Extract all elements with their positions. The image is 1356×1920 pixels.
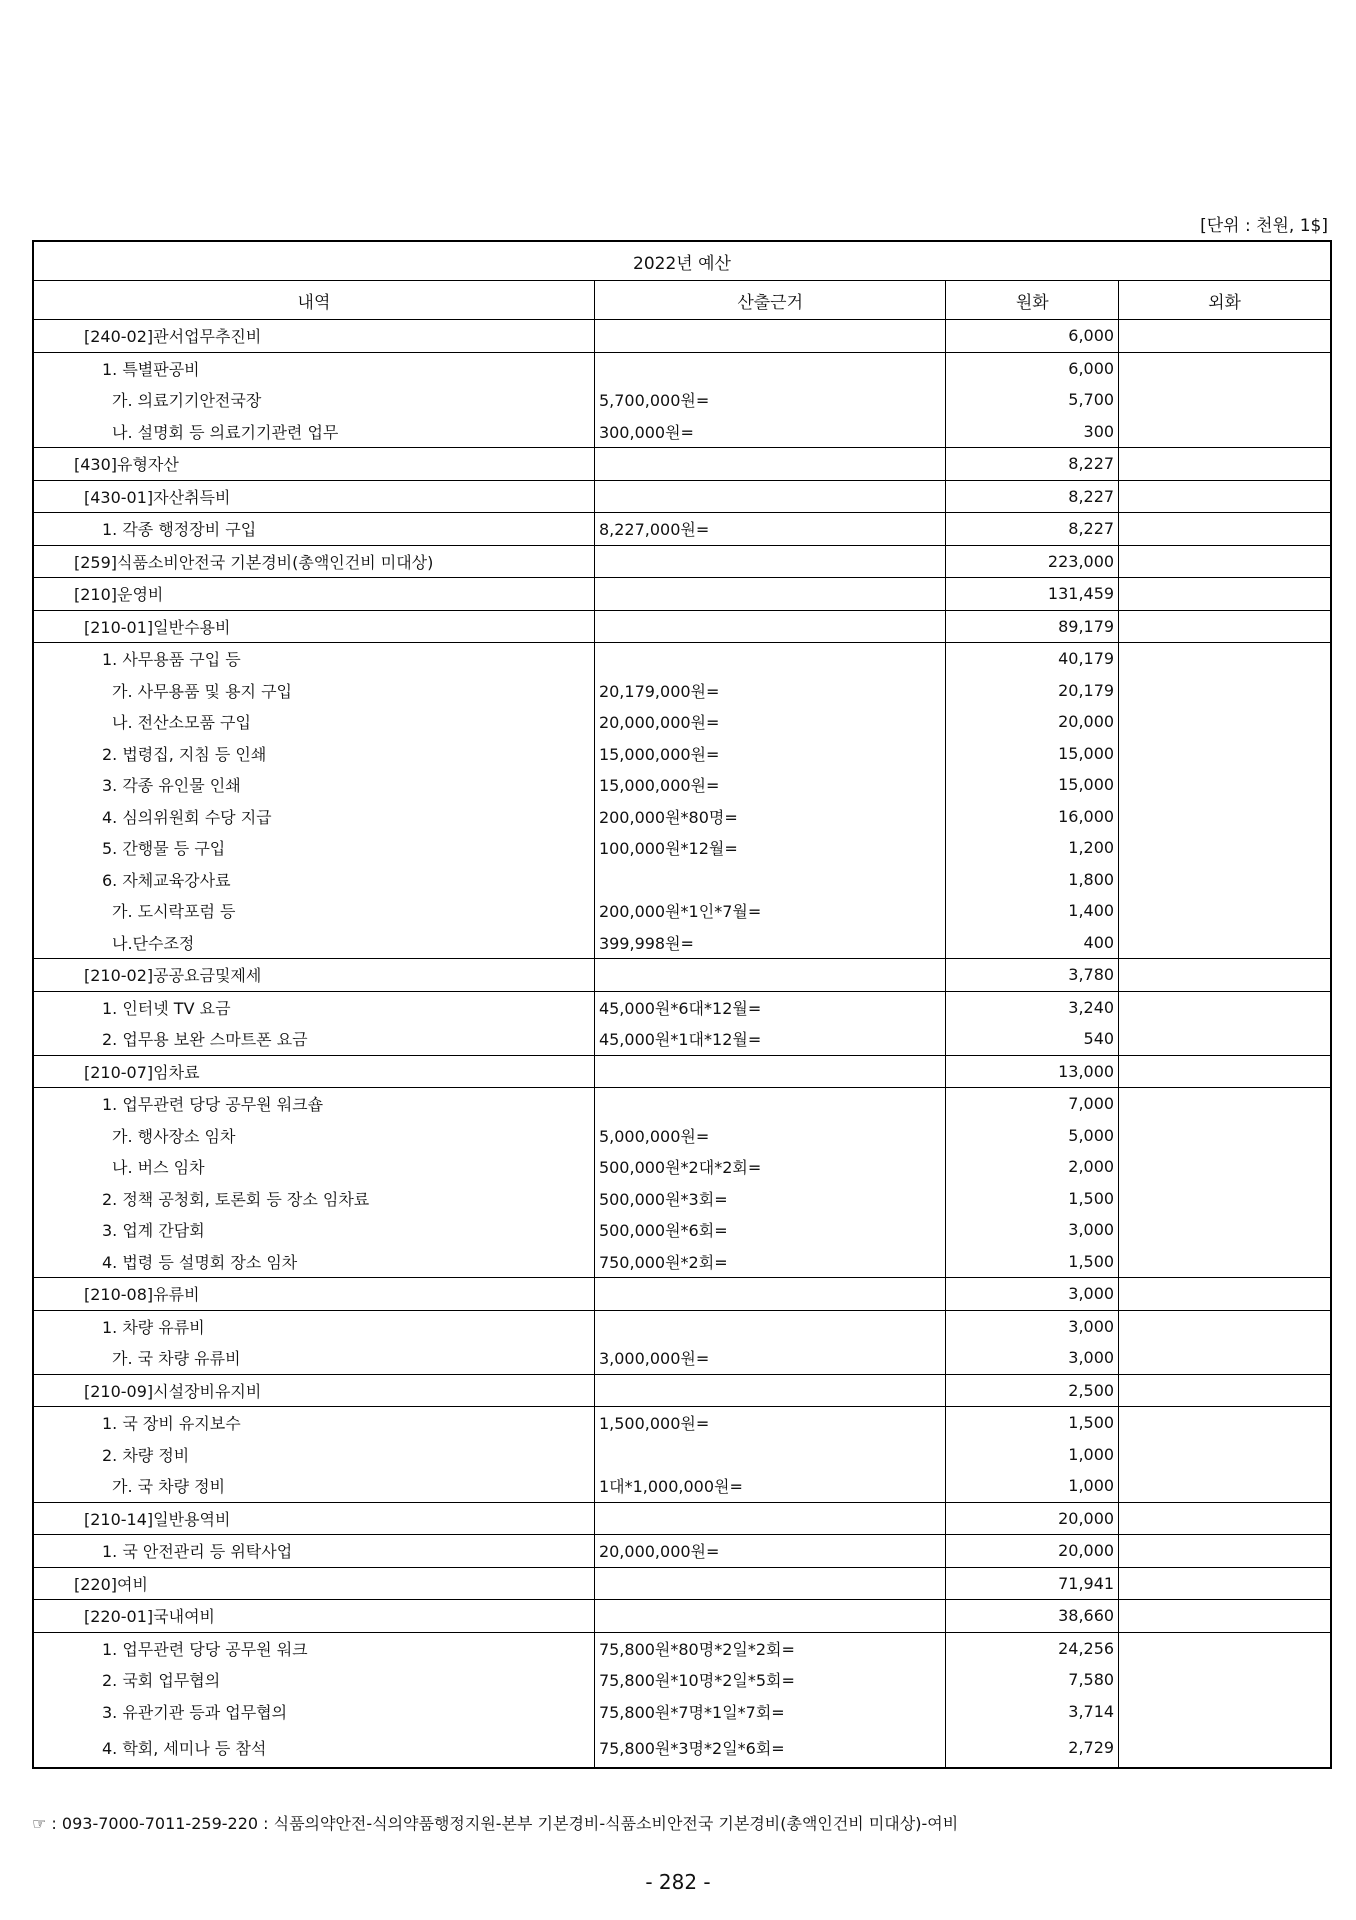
table-row (33, 1310, 1331, 1342)
table-row (33, 1632, 1331, 1664)
row-krw-amount: 15,000 (946, 769, 1119, 801)
row-basis (594, 610, 945, 643)
row-krw-amount: 540 (946, 1023, 1119, 1055)
row-basis (594, 1278, 945, 1311)
table-row (33, 1439, 1331, 1471)
row-basis: 1대*1,000,000원= (594, 1470, 945, 1502)
row-description: 2. 법령집, 지침 등 인쇄 (33, 738, 594, 770)
row-krw-amount: 89,179 (946, 610, 1119, 643)
row-basis: 300,000원= (594, 416, 945, 448)
row-foreign-amount (1119, 895, 1331, 927)
row-foreign-amount (1119, 448, 1331, 481)
row-foreign-amount (1119, 927, 1331, 959)
row-foreign-amount (1119, 578, 1331, 611)
table-row (33, 1535, 1331, 1568)
row-foreign-amount (1119, 1632, 1331, 1664)
table-row (33, 1214, 1331, 1246)
row-krw-amount: 400 (946, 927, 1119, 959)
row-description: 가. 사무용품 및 용지 구입 (33, 675, 594, 707)
row-foreign-amount (1119, 1696, 1331, 1728)
row-krw-amount: 3,000 (946, 1214, 1119, 1246)
table-row (33, 769, 1331, 801)
row-foreign-amount (1119, 320, 1331, 353)
header-description: 내역 (33, 281, 594, 320)
row-krw-amount: 16,000 (946, 801, 1119, 833)
row-foreign-amount (1119, 1246, 1331, 1278)
row-krw-amount: 8,227 (946, 480, 1119, 513)
table-row (33, 1600, 1331, 1633)
row-krw-amount: 3,000 (946, 1310, 1119, 1342)
row-foreign-amount (1119, 352, 1331, 384)
row-foreign-amount (1119, 1727, 1331, 1768)
row-basis: 45,000원*6대*12월= (594, 991, 945, 1023)
row-basis (594, 643, 945, 675)
row-description: 3. 각종 유인물 인쇄 (33, 769, 594, 801)
row-foreign-amount (1119, 513, 1331, 546)
row-basis (594, 352, 945, 384)
table-row (33, 1342, 1331, 1374)
table-row (33, 643, 1331, 675)
row-foreign-amount (1119, 1567, 1331, 1600)
row-description: 4. 심의위원회 수당 지급 (33, 801, 594, 833)
row-description: 4. 학회, 세미나 등 참석 (33, 1727, 594, 1768)
row-basis: 500,000원*6회= (594, 1214, 945, 1246)
row-krw-amount: 8,227 (946, 513, 1119, 546)
row-description: 4. 법령 등 설명회 장소 임차 (33, 1246, 594, 1278)
row-description: [430]유형자산 (33, 448, 594, 481)
row-krw-amount: 5,700 (946, 384, 1119, 416)
row-description: 가. 도시락포럼 등 (33, 895, 594, 927)
row-description: 가. 행사장소 임차 (33, 1120, 594, 1152)
row-description: [210]운영비 (33, 578, 594, 611)
row-basis (594, 1502, 945, 1535)
row-krw-amount: 1,500 (946, 1183, 1119, 1215)
budget-table (32, 240, 1332, 1769)
table-row (33, 545, 1331, 578)
table-row (33, 1278, 1331, 1311)
row-krw-amount: 13,000 (946, 1055, 1119, 1088)
table-row (33, 384, 1331, 416)
row-foreign-amount (1119, 1023, 1331, 1055)
row-basis: 20,000,000원= (594, 706, 945, 738)
row-foreign-amount (1119, 832, 1331, 864)
row-description: 가. 국 차량 정비 (33, 1470, 594, 1502)
row-description: 1. 사무용품 구입 등 (33, 643, 594, 675)
row-description: 나.단수조정 (33, 927, 594, 959)
row-krw-amount: 20,000 (946, 1535, 1119, 1568)
row-basis: 100,000원*12월= (594, 832, 945, 864)
row-krw-amount: 6,000 (946, 352, 1119, 384)
row-basis: 200,000원*1인*7월= (594, 895, 945, 927)
table-row (33, 1246, 1331, 1278)
row-foreign-amount (1119, 959, 1331, 992)
row-foreign-amount (1119, 545, 1331, 578)
row-krw-amount: 7,580 (946, 1664, 1119, 1696)
row-krw-amount: 20,000 (946, 1502, 1119, 1535)
row-krw-amount: 15,000 (946, 738, 1119, 770)
row-krw-amount: 20,000 (946, 706, 1119, 738)
row-basis (594, 578, 945, 611)
table-row (33, 864, 1331, 896)
row-basis: 15,000,000원= (594, 738, 945, 770)
row-foreign-amount (1119, 801, 1331, 833)
row-krw-amount: 5,000 (946, 1120, 1119, 1152)
row-description: [210-14]일반용역비 (33, 1502, 594, 1535)
row-description: [220-01]국내여비 (33, 1600, 594, 1633)
row-krw-amount: 40,179 (946, 643, 1119, 675)
row-foreign-amount (1119, 480, 1331, 513)
table-row (33, 738, 1331, 770)
table-row (33, 1055, 1331, 1088)
header-krw: 원화 (946, 281, 1119, 320)
row-basis: 500,000원*3회= (594, 1183, 945, 1215)
row-foreign-amount (1119, 1278, 1331, 1311)
row-basis (594, 1567, 945, 1600)
row-description: [210-02]공공요금및제세 (33, 959, 594, 992)
row-description: 1. 인터넷 TV 요금 (33, 991, 594, 1023)
row-description: 나. 설명회 등 의료기기관련 업무 (33, 416, 594, 448)
row-krw-amount: 223,000 (946, 545, 1119, 578)
row-description: 2. 정책 공청회, 토론회 등 장소 임차료 (33, 1183, 594, 1215)
row-description: 3. 유관기관 등과 업무협의 (33, 1696, 594, 1728)
row-foreign-amount (1119, 1151, 1331, 1183)
table-row (33, 1696, 1331, 1728)
row-description: [210-08]유류비 (33, 1278, 594, 1311)
row-krw-amount: 3,240 (946, 991, 1119, 1023)
table-row (33, 1664, 1331, 1696)
row-basis: 5,000,000원= (594, 1120, 945, 1152)
table-row (33, 959, 1331, 992)
row-foreign-amount (1119, 1535, 1331, 1568)
row-description: 3. 업계 간담회 (33, 1214, 594, 1246)
table-row (33, 1727, 1331, 1768)
budget-body (33, 320, 1331, 1769)
row-basis: 75,800원*7명*1일*7회= (594, 1696, 945, 1728)
row-basis: 20,000,000원= (594, 1535, 945, 1568)
table-row (33, 895, 1331, 927)
row-foreign-amount (1119, 675, 1331, 707)
row-basis (594, 320, 945, 353)
table-row (33, 1407, 1331, 1439)
row-foreign-amount (1119, 1664, 1331, 1696)
row-krw-amount: 300 (946, 416, 1119, 448)
row-description: 1. 국 장비 유지보수 (33, 1407, 594, 1439)
row-description: 가. 국 차량 유류비 (33, 1342, 594, 1374)
table-row (33, 513, 1331, 546)
row-basis: 200,000원*80명= (594, 801, 945, 833)
footnote: ☞ : 093-7000-7011-259-220 : 식품의약안전-식의약품행정지원-본부 기본경비-식품소비안전국 기본경비(총액인건비 미대상)-여비 (32, 1814, 959, 1833)
table-row (33, 675, 1331, 707)
row-foreign-amount (1119, 610, 1331, 643)
table-row (33, 1567, 1331, 1600)
row-basis (594, 1310, 945, 1342)
row-foreign-amount (1119, 1120, 1331, 1152)
row-basis (594, 1374, 945, 1407)
row-foreign-amount (1119, 738, 1331, 770)
row-krw-amount: 6,000 (946, 320, 1119, 353)
table-row (33, 927, 1331, 959)
row-description: [430-01]자산취득비 (33, 480, 594, 513)
row-basis: 75,800원*10명*2일*5회= (594, 1664, 945, 1696)
row-foreign-amount (1119, 1183, 1331, 1215)
row-description: 1. 업무관련 당당 공무원 워크 (33, 1632, 594, 1664)
row-krw-amount: 3,714 (946, 1696, 1119, 1728)
row-basis: 399,998원= (594, 927, 945, 959)
table-row (33, 480, 1331, 513)
row-basis: 20,179,000원= (594, 675, 945, 707)
row-krw-amount: 20,179 (946, 675, 1119, 707)
row-foreign-amount (1119, 643, 1331, 675)
row-basis: 500,000원*2대*2회= (594, 1151, 945, 1183)
row-basis (594, 864, 945, 896)
row-basis: 8,227,000원= (594, 513, 945, 546)
row-basis: 75,800원*80명*2일*2회= (594, 1632, 945, 1664)
row-foreign-amount (1119, 1310, 1331, 1342)
row-description: 2. 차량 정비 (33, 1439, 594, 1471)
row-krw-amount: 131,459 (946, 578, 1119, 611)
row-description: [210-07]임차료 (33, 1055, 594, 1088)
row-krw-amount: 38,660 (946, 1600, 1119, 1633)
row-krw-amount: 3,780 (946, 959, 1119, 992)
row-description: 1. 국 안전관리 등 위탁사업 (33, 1535, 594, 1568)
row-foreign-amount (1119, 991, 1331, 1023)
row-krw-amount: 2,000 (946, 1151, 1119, 1183)
row-foreign-amount (1119, 1374, 1331, 1407)
row-krw-amount: 1,000 (946, 1470, 1119, 1502)
table-row (33, 448, 1331, 481)
row-krw-amount: 71,941 (946, 1567, 1119, 1600)
row-basis (594, 1600, 945, 1633)
year-header: 2022년 예산 (33, 241, 1331, 281)
row-description: 1. 업무관련 당당 공무원 워크숍 (33, 1088, 594, 1120)
row-description: 6. 자체교육강사료 (33, 864, 594, 896)
page-number: - 282 - (645, 1870, 711, 1894)
row-foreign-amount (1119, 1439, 1331, 1471)
row-basis: 750,000원*2회= (594, 1246, 945, 1278)
header-foreign: 외화 (1119, 281, 1331, 320)
table-row (33, 1023, 1331, 1055)
row-description: 나. 전산소모품 구입 (33, 706, 594, 738)
row-basis (594, 959, 945, 992)
row-krw-amount: 3,000 (946, 1342, 1119, 1374)
table-row (33, 991, 1331, 1023)
row-foreign-amount (1119, 1470, 1331, 1502)
row-description: [240-02]관서업무추진비 (33, 320, 594, 353)
header-basis: 산출근거 (594, 281, 945, 320)
row-krw-amount: 7,000 (946, 1088, 1119, 1120)
row-description: [210-01]일반수용비 (33, 610, 594, 643)
row-krw-amount: 3,000 (946, 1278, 1119, 1311)
row-description: [220]여비 (33, 1567, 594, 1600)
table-row (33, 352, 1331, 384)
row-krw-amount: 24,256 (946, 1632, 1119, 1664)
row-krw-amount: 2,500 (946, 1374, 1119, 1407)
table-row (33, 1151, 1331, 1183)
row-foreign-amount (1119, 1407, 1331, 1439)
table-row (33, 1088, 1331, 1120)
row-description: 가. 의료기기안전국장 (33, 384, 594, 416)
row-basis (594, 480, 945, 513)
row-foreign-amount (1119, 1055, 1331, 1088)
table-row (33, 832, 1331, 864)
row-description: 2. 국회 업무협의 (33, 1664, 594, 1696)
table-row (33, 1120, 1331, 1152)
row-basis: 1,500,000원= (594, 1407, 945, 1439)
row-description: 1. 차량 유류비 (33, 1310, 594, 1342)
row-foreign-amount (1119, 1088, 1331, 1120)
row-description: 2. 업무용 보완 스마트폰 요금 (33, 1023, 594, 1055)
row-foreign-amount (1119, 416, 1331, 448)
table-row (33, 706, 1331, 738)
table-row (33, 1183, 1331, 1215)
table-row (33, 1374, 1331, 1407)
row-krw-amount: 1,000 (946, 1439, 1119, 1471)
row-foreign-amount (1119, 769, 1331, 801)
row-krw-amount: 1,400 (946, 895, 1119, 927)
row-foreign-amount (1119, 1214, 1331, 1246)
unit-label: [단위 : 천원, 1$] (1200, 216, 1328, 236)
table-row (33, 320, 1331, 353)
table-row (33, 416, 1331, 448)
row-description: 5. 간행물 등 구입 (33, 832, 594, 864)
table-row (33, 1502, 1331, 1535)
row-basis (594, 1055, 945, 1088)
row-krw-amount: 1,500 (946, 1407, 1119, 1439)
table-row (33, 578, 1331, 611)
row-basis: 15,000,000원= (594, 769, 945, 801)
row-krw-amount: 1,800 (946, 864, 1119, 896)
row-basis (594, 1088, 945, 1120)
row-basis: 45,000원*1대*12월= (594, 1023, 945, 1055)
row-basis (594, 448, 945, 481)
row-description: 1. 각종 행정장비 구입 (33, 513, 594, 546)
table-row (33, 1470, 1331, 1502)
row-basis: 75,800원*3명*2일*6회= (594, 1727, 945, 1768)
row-krw-amount: 2,729 (946, 1727, 1119, 1768)
table-row (33, 610, 1331, 643)
table-row (33, 801, 1331, 833)
row-krw-amount: 1,200 (946, 832, 1119, 864)
row-foreign-amount (1119, 1342, 1331, 1374)
row-foreign-amount (1119, 1502, 1331, 1535)
row-description: 나. 버스 임차 (33, 1151, 594, 1183)
row-foreign-amount (1119, 384, 1331, 416)
row-krw-amount: 8,227 (946, 448, 1119, 481)
row-basis: 3,000,000원= (594, 1342, 945, 1374)
row-basis: 5,700,000원= (594, 384, 945, 416)
row-basis (594, 1439, 945, 1471)
row-krw-amount: 1,500 (946, 1246, 1119, 1278)
row-foreign-amount (1119, 864, 1331, 896)
row-description: [259]식품소비안전국 기본경비(총액인건비 미대상) (33, 545, 594, 578)
row-description: 1. 특별판공비 (33, 352, 594, 384)
row-foreign-amount (1119, 706, 1331, 738)
row-description: [210-09]시설장비유지비 (33, 1374, 594, 1407)
row-basis (594, 545, 945, 578)
row-foreign-amount (1119, 1600, 1331, 1633)
